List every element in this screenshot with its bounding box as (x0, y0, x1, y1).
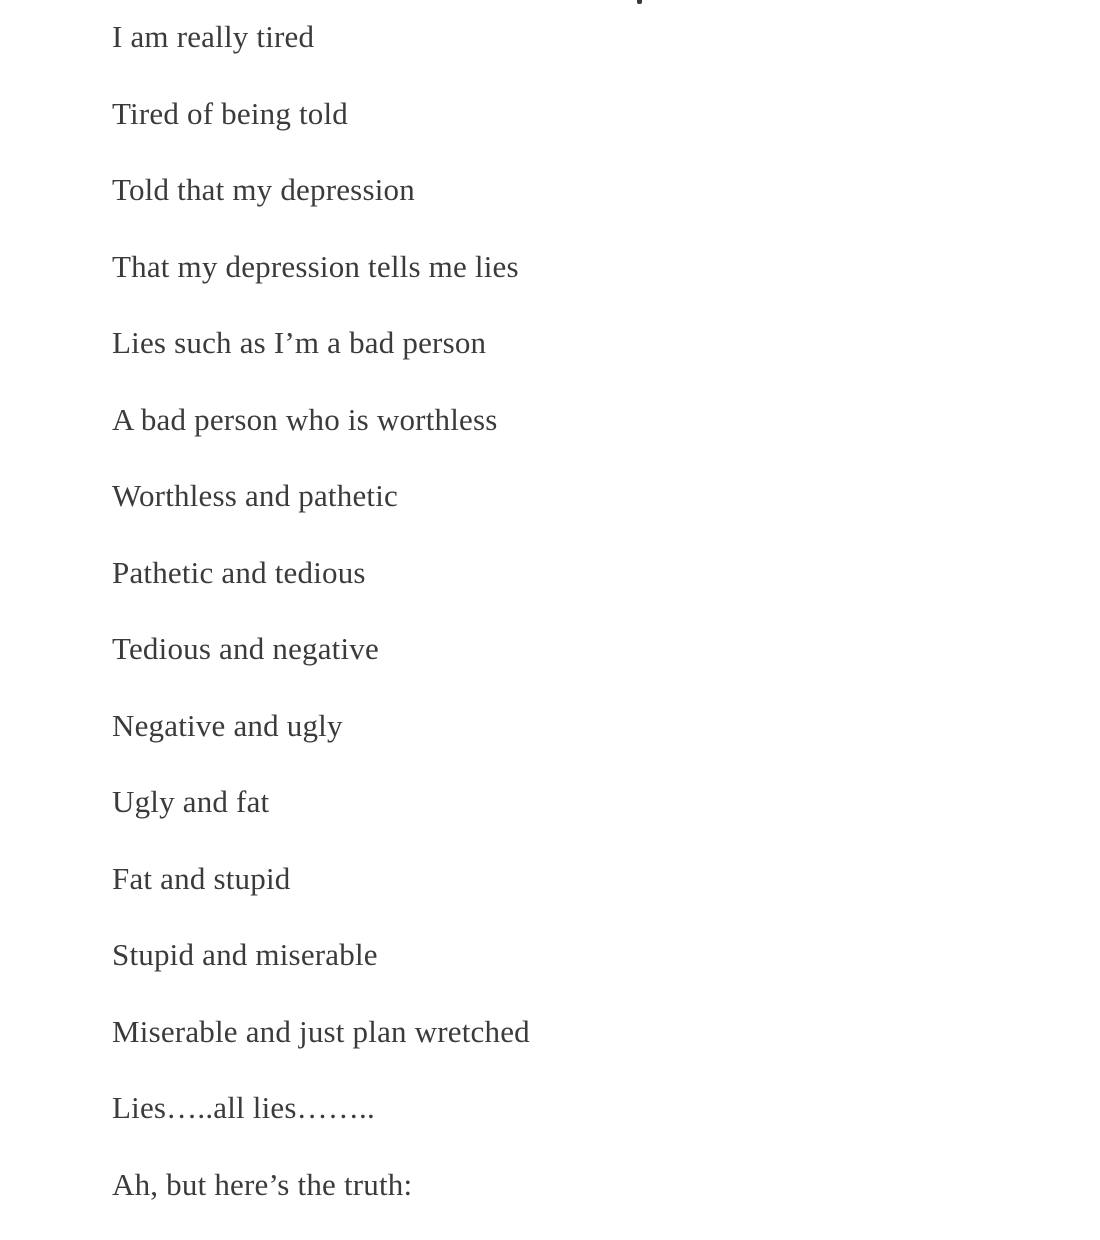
poem-line: Ah, but here’s the truth: (112, 1164, 1012, 1240)
poem-body (112, 16, 1012, 1240)
poem-line: Fat and stupid (112, 858, 1012, 935)
poem-line: Ugly and fat (112, 781, 1012, 858)
poem-line: A bad person who is worthless (112, 399, 1012, 476)
poem-line: I am really tired (112, 16, 1012, 93)
poem-line: Stupid and miserable (112, 934, 1012, 1011)
poem-line: Miserable and just plan wretched (112, 1011, 1012, 1088)
poem-line: Told that my depression (112, 169, 1012, 246)
poem-line: Worthless and pathetic (112, 475, 1012, 552)
poem-line: Pathetic and tedious (112, 552, 1012, 629)
cropped-glyph-fragment (637, 0, 642, 4)
poem-line: That my depression tells me lies (112, 246, 1012, 323)
poem-line: Lies…..all lies…….. (112, 1087, 1012, 1164)
poem-line: Tedious and negative (112, 628, 1012, 705)
poem-line: Tired of being told (112, 93, 1012, 170)
poem-line: Lies such as I’m a bad person (112, 322, 1012, 399)
poem-line: Negative and ugly (112, 705, 1012, 782)
